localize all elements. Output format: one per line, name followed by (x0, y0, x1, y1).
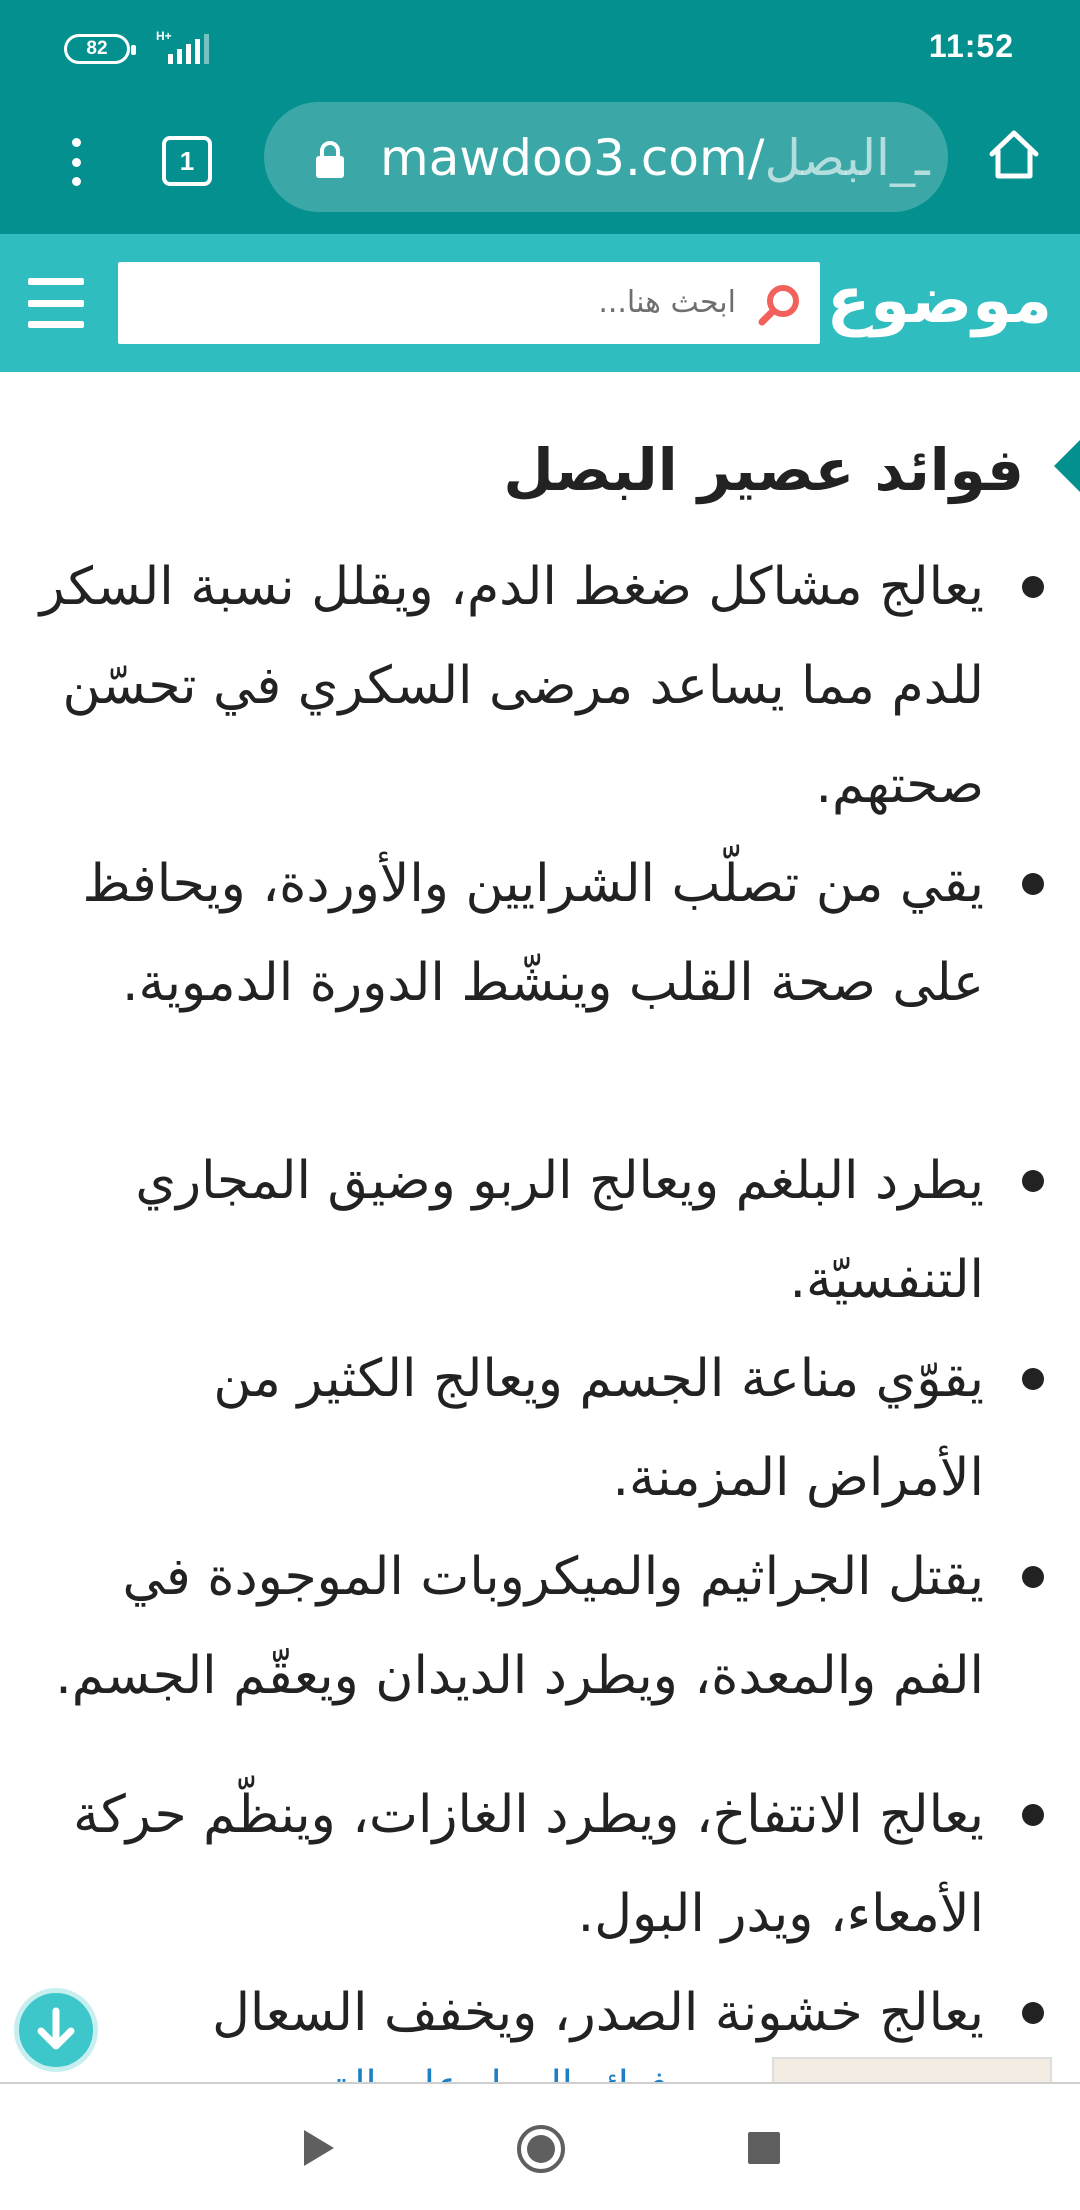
article-content (0, 372, 1080, 2082)
signal-icon (156, 30, 218, 66)
back-triangle-icon[interactable] (302, 2128, 336, 2168)
signal-bar (177, 49, 182, 64)
clock: 11:52 (928, 28, 1014, 64)
signal-bar (186, 44, 191, 64)
signal-bars (168, 34, 209, 64)
lock-icon (314, 140, 346, 180)
scroll-down-button[interactable] (14, 1988, 98, 2072)
home-icon[interactable] (986, 126, 1042, 182)
list-item: يعالج مشاكل ضغط الدم، ويقلل نسبة السكر للدم مما يساعد مرضى السكري في تحسّن صحتهم. (24, 538, 984, 835)
list-item: يقي من تصلّب الشرايين والأوردة، ويحافظ على صحة القلب وينشّط الدورة الدموية. (24, 835, 984, 1033)
status-bar (0, 0, 1080, 96)
battery-level: 82 (86, 38, 108, 59)
site-logo[interactable]: موضوع (826, 264, 1052, 338)
signal-bar (195, 39, 200, 64)
tab-count: 1 (179, 145, 195, 176)
section-marker (1054, 440, 1080, 492)
signal-bar (168, 54, 173, 64)
battery-icon (64, 34, 130, 64)
list-item: يطرد البلغم ويعالج الربو وضيق المجاري التنفسيّة. (24, 1132, 984, 1330)
search-input[interactable] (118, 262, 820, 344)
recent-square-icon[interactable] (748, 2132, 780, 2164)
section-heading: فوائد عصير البصل (503, 436, 1024, 504)
url-domain: mawdoo3.com/ (380, 129, 765, 187)
network-type: H+ (156, 29, 172, 43)
list-item: يقوّي مناعة الجسم ويعالج الكثير من الأمراض المزمنة. (24, 1330, 984, 1528)
list-item: يقتل الجراثيم والميكروبات الموجودة في الفم والمعدة، ويطرد الديدان ويعقّم الجسم. (24, 1528, 984, 1726)
search-placeholder: ابحث هنا... (598, 285, 736, 320)
list-item: يعالج خشونة الصدر، ويخفف السعال (24, 1964, 984, 2063)
browser-toolbar (0, 96, 1080, 234)
system-nav-bar (0, 2082, 1080, 2210)
menu-dots-icon[interactable] (62, 132, 90, 192)
list-item: يعالج الانتفاخ، ويطرد الغازات، وينظّم حركة الأمعاء، ويدر البول. (24, 1766, 984, 1964)
search-icon[interactable] (756, 282, 802, 328)
site-header (0, 234, 1080, 372)
arrow-down-icon (31, 2005, 81, 2055)
url-path: ـ_البصل (764, 129, 930, 187)
signal-bar (204, 34, 209, 64)
address-bar[interactable] (264, 102, 948, 212)
tab-counter-button[interactable] (162, 136, 212, 186)
hamburger-menu-icon[interactable] (28, 278, 84, 328)
home-circle-icon[interactable] (516, 2124, 566, 2174)
battery-tip (131, 45, 136, 55)
url-text (380, 128, 930, 188)
